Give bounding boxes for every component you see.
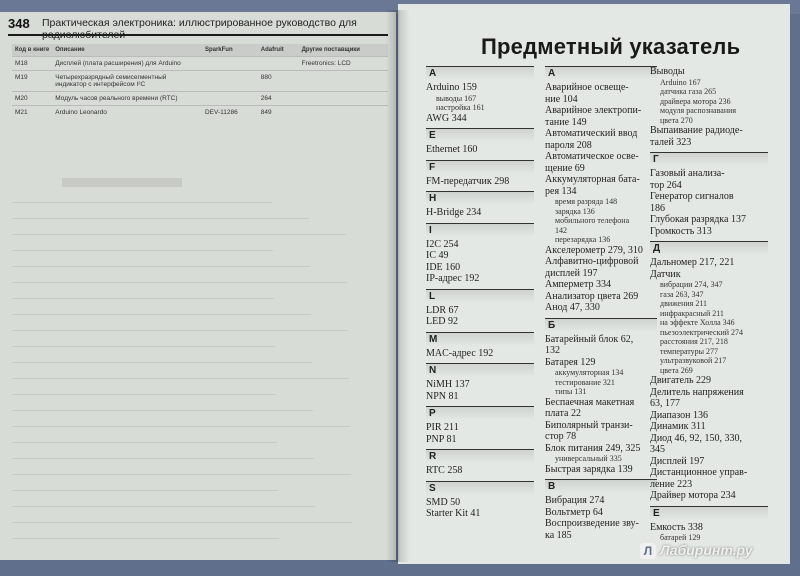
index-subentry: ультразвуковой 217	[660, 356, 727, 365]
index-entry: Аварийное освеще- ние 104	[545, 82, 629, 105]
page-header	[8, 16, 388, 41]
index-entry: Генератор сигналов 186	[650, 191, 734, 214]
index-section	[426, 363, 534, 402]
faded-text-line	[12, 330, 348, 331]
faded-text-line	[12, 426, 350, 427]
column-header: Adafruit	[258, 44, 299, 57]
index-subentry: температуры 277	[660, 346, 719, 356]
table-row	[12, 57, 388, 71]
index-entry: LED 92	[426, 316, 458, 327]
faded-text-line	[12, 298, 274, 299]
index-entry: SMD 50	[426, 496, 461, 508]
index-subentry: инфракрасный 211	[660, 308, 724, 318]
index-entry: Выпаивание радиоде- талей 323	[650, 125, 743, 148]
index-entry: Акселерометр 279, 310	[545, 244, 643, 256]
index-entry: IDE 160	[426, 261, 461, 273]
index-entry: Драйвер мотора 234	[650, 490, 736, 501]
index-entry: Двигатель 229	[650, 375, 712, 386]
index-entry: Биполярный транзи- стор 78	[545, 419, 633, 442]
index-section	[545, 66, 657, 314]
index-entry: NiMH 137	[426, 379, 470, 390]
index-subentry: типы 131	[555, 387, 587, 396]
table-cell: Дисплей (плата расширения) для Arduino	[52, 57, 202, 71]
index-section	[426, 191, 534, 219]
table-cell	[299, 92, 388, 106]
index-entry: MAC-адрес 192	[426, 347, 494, 359]
index-section	[426, 481, 534, 520]
index-entry: Вольтметр 64	[545, 506, 603, 518]
index-subentry: время разряда 148	[555, 197, 618, 206]
index-entry: Ethernet 160	[426, 144, 478, 155]
index-subentry: настройка 161	[436, 103, 485, 112]
table-cell: 849	[258, 106, 299, 120]
index-entry: Диод 46, 92, 150, 330, 345	[650, 432, 742, 455]
index-subentry: выводы 167	[436, 93, 477, 103]
index-entry: Анализатор цвета 269	[545, 290, 639, 302]
table-cell: DEV-11286	[202, 106, 258, 120]
index-section	[650, 241, 768, 502]
table-row	[12, 71, 388, 92]
index-section-letter: Д	[650, 241, 768, 255]
index-section-letter: P	[426, 406, 534, 420]
index-subentry: газа 263, 347	[660, 289, 704, 299]
index-section-letter: R	[426, 449, 534, 463]
table-cell: Arduino Leonardo	[52, 106, 202, 120]
index-title: Предметный указатель	[481, 34, 741, 59]
table-cell: Freetronics: LCD	[299, 57, 388, 71]
table-cell	[202, 71, 258, 92]
index-subentry: аккумуляторная 134	[555, 368, 624, 377]
faded-text-line	[12, 490, 278, 491]
table-cell: 880	[258, 71, 299, 92]
index-section	[650, 66, 768, 148]
index-section	[426, 289, 534, 328]
column-header: SparkFun	[202, 44, 258, 57]
index-entry: IP-адрес 192	[426, 273, 480, 284]
index-section-letter: A	[545, 66, 657, 80]
table-cell: M21	[12, 106, 52, 120]
faded-text-line	[12, 314, 311, 315]
index-entry: Блок питания 249, 325	[545, 442, 641, 454]
index-section-letter: Б	[545, 318, 657, 332]
index-entry: Диапазон 136	[650, 409, 709, 421]
index-entry: I2C 254	[426, 238, 459, 250]
index-entry: Алфавитно-цифровой дисплей 197	[545, 256, 639, 279]
left-book-page	[0, 12, 396, 560]
index-subentry: батарей 129	[660, 533, 701, 542]
index-section	[426, 406, 534, 445]
index-section-letter: Г	[650, 152, 768, 166]
index-section-letter: Е	[650, 506, 768, 520]
faded-text-line	[12, 410, 313, 411]
watermark-logo: Л	[640, 543, 656, 559]
index-subentry: на эффекте Холла 346	[660, 318, 735, 327]
index-entry: Беспаечная макетная плата 22	[545, 396, 635, 419]
faded-text-line	[12, 362, 312, 363]
index-section	[426, 66, 534, 124]
index-section	[650, 152, 768, 237]
column-header: Код в книге	[12, 44, 52, 57]
faded-text-line	[12, 394, 276, 395]
table-cell	[202, 57, 258, 71]
table-cell: M18	[12, 57, 52, 71]
faded-text-line	[12, 506, 315, 507]
index-section-letter: L	[426, 289, 534, 303]
index-entry: Делитель напряжения 63, 177	[650, 386, 744, 409]
index-section	[426, 449, 534, 477]
table-row	[12, 106, 388, 120]
table-cell	[202, 92, 258, 106]
index-subentry: модуля распознавания цвета 270	[660, 106, 737, 125]
index-entry: Динамик 311	[650, 421, 706, 432]
index-column-1	[426, 66, 534, 524]
index-subentry: датчика газа 265	[660, 87, 717, 96]
faded-text-line	[12, 474, 351, 475]
index-entry: RTC 258	[426, 465, 463, 476]
index-subentry: универсальный 335	[555, 454, 622, 463]
column-header: Описание	[52, 44, 202, 57]
index-entry: Starter Kit 41	[426, 508, 481, 519]
faded-text-line	[12, 234, 346, 235]
table-cell: 264	[258, 92, 299, 106]
index-subentry: драйвера мотора 236	[660, 96, 731, 106]
index-section-letter: N	[426, 363, 534, 377]
table-cell: Четырехразрядный семисегментный индикатор с интерфейсом I²C	[52, 71, 202, 92]
index-entry: Громкость 313	[650, 225, 712, 237]
index-entry: Автоматический ввод пароля 208	[545, 128, 638, 151]
index-entry: Автоматическое осве- щение 69	[545, 151, 639, 174]
table-cell	[299, 71, 388, 92]
table-cell: Модуль часов реального времени (RTC)	[52, 92, 202, 106]
index-entry: Аварийное электропи- тание 149	[545, 105, 642, 128]
index-entry: Емкость 338	[650, 521, 703, 533]
index-subentry: пьезоэлектрический 274	[660, 327, 744, 337]
table-row	[12, 92, 388, 106]
index-entry: Быстрая зарядка 139	[545, 463, 633, 475]
index-column-3	[650, 66, 768, 547]
index-subentry: перезарядка 136	[555, 235, 611, 244]
index-entry: Глубокая разрядка 137	[650, 214, 746, 225]
watermark-text: Лабиринт.ру	[660, 542, 753, 558]
index-entry: LDR 67	[426, 304, 459, 316]
index-entry: Анод 47, 330	[545, 302, 600, 313]
index-entry: Батарейный блок 62, 132	[545, 333, 634, 356]
index-column-2	[545, 66, 657, 545]
faded-text-line	[12, 218, 309, 219]
index-entry: Дисплей 197	[650, 455, 705, 467]
column-header: Другие поставщики	[299, 44, 388, 57]
table-cell: M19	[12, 71, 52, 92]
index-subentry: расстояния 217, 218	[660, 337, 728, 346]
index-entry: Датчик	[650, 268, 681, 280]
index-subentry: цвета 269	[660, 365, 693, 375]
index-section	[426, 128, 534, 156]
page-number: 348	[8, 16, 30, 31]
index-subentry: мобильного телефона 142	[555, 216, 630, 235]
index-subentry: движения 211	[660, 299, 708, 308]
index-entry: Батарея 129	[545, 356, 596, 368]
index-section	[545, 479, 657, 541]
index-section	[426, 332, 534, 360]
index-entry: Амперметр 334	[545, 279, 611, 290]
parts-table	[12, 44, 388, 119]
index-section-letter: M	[426, 332, 534, 346]
table-cell	[299, 106, 388, 120]
index-section-letter: S	[426, 481, 534, 495]
index-entry: Arduino 159	[426, 82, 477, 93]
index-section-letter: В	[545, 479, 657, 493]
index-entry: Аккумуляторная бата- рея 134	[545, 174, 640, 197]
faded-text-line	[12, 458, 314, 459]
index-subentry: вибрации 274, 347	[660, 280, 723, 289]
right-book-page	[398, 4, 790, 564]
index-entry: IC 49	[426, 250, 449, 261]
faded-text-line	[12, 378, 349, 379]
faded-text-line	[12, 346, 275, 347]
index-subentry: зарядка 136	[555, 206, 595, 216]
index-entry: PNP 81	[426, 433, 457, 445]
index-section	[426, 223, 534, 285]
index-entry: Газовый анализа- тор 264	[650, 168, 725, 191]
index-entry: Выводы	[650, 66, 685, 77]
running-title: Практическая электроника: иллюстрированное руководство для радиолюбителей	[42, 17, 357, 41]
faded-text-line	[12, 538, 279, 539]
faded-section-heading	[62, 178, 182, 187]
faded-text-line	[12, 442, 277, 443]
index-section-letter: A	[426, 66, 534, 80]
faded-text-line	[12, 266, 310, 267]
index-entry: Вибрация 274	[545, 495, 605, 506]
table-cell	[258, 57, 299, 71]
index-entry: H-Bridge 234	[426, 207, 482, 218]
faded-text-line	[12, 202, 272, 203]
faded-text-line	[12, 522, 352, 523]
index-section	[426, 160, 534, 188]
index-entry: Дальномер 217, 221	[650, 257, 735, 268]
table-cell: M20	[12, 92, 52, 106]
index-entry: NPN 81	[426, 390, 459, 402]
index-subentry: тестирование 321	[555, 377, 615, 387]
index-section-letter: I	[426, 223, 534, 237]
index-entry: PIR 211	[426, 422, 459, 433]
index-section	[545, 318, 657, 476]
faded-text-line	[12, 250, 273, 251]
table-header-row	[12, 44, 388, 57]
index-entry: Воспроизведение зву- ка 185	[545, 518, 639, 541]
index-entry: FM-передатчик 298	[426, 175, 510, 187]
book-gutter-shadow	[386, 10, 410, 562]
index-section-letter: E	[426, 128, 534, 142]
index-section	[650, 506, 768, 543]
index-section-letter: F	[426, 160, 534, 174]
index-entry: Дистанционное управ- ление 223	[650, 467, 748, 490]
faded-text-line	[12, 282, 347, 283]
index-subentry: Arduino 167	[660, 77, 701, 87]
index-section-letter: H	[426, 191, 534, 205]
index-entry: AWG 344	[426, 112, 467, 124]
